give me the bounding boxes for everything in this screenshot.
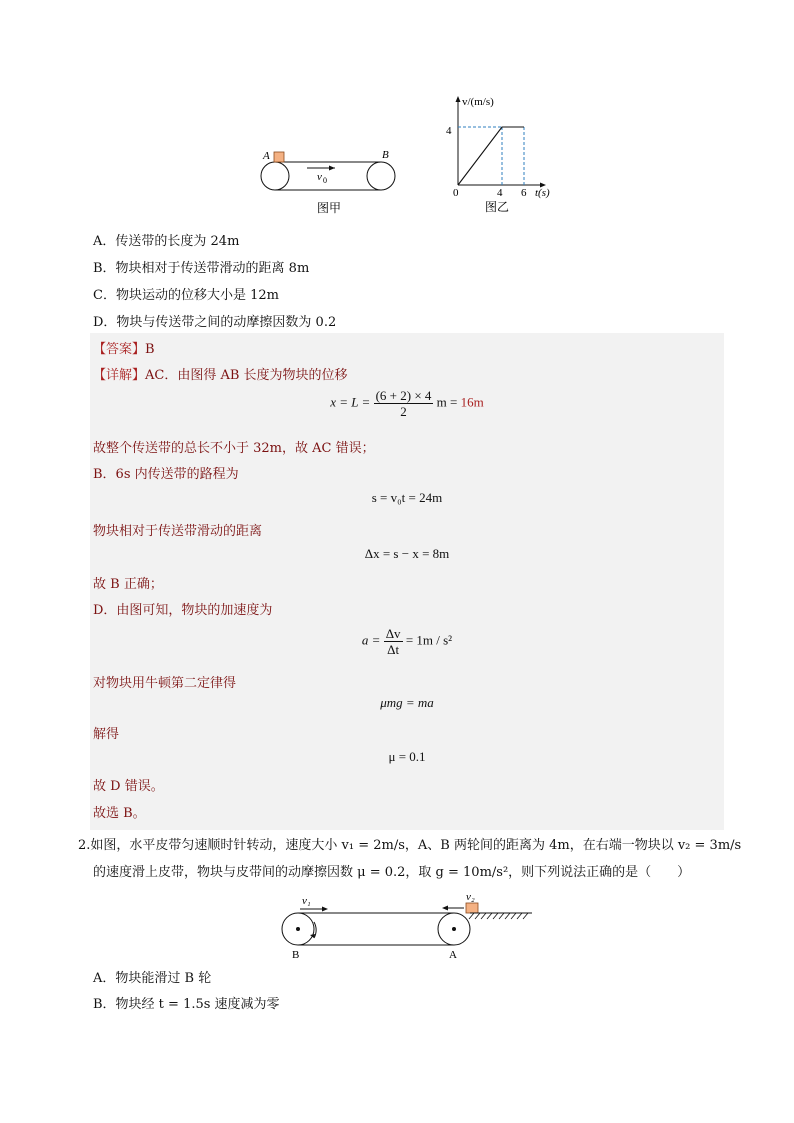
x-tick-0: 0: [453, 187, 459, 199]
block: [274, 152, 284, 162]
eq4-denominator: Δt: [387, 642, 400, 657]
label-b: B: [382, 149, 389, 161]
x-axis-label: t(s): [535, 187, 550, 199]
label-b: B: [292, 949, 300, 961]
label-v0: v: [317, 171, 322, 183]
option-b: B．物块相对于传送带滑动的距离 8m: [93, 261, 310, 276]
x-tick-6: 6: [521, 187, 527, 199]
pulley-b-center: [296, 927, 300, 931]
pulley-a-center: [452, 927, 456, 931]
vt-graph-yi: [440, 92, 560, 217]
label-a: A: [263, 150, 270, 162]
detail-line-8: 解得: [93, 727, 120, 742]
hatch-mark: [499, 913, 504, 919]
right-pulley: [367, 162, 395, 190]
label-v2: v₂: [466, 892, 475, 903]
hatch-mark: [523, 913, 528, 919]
eq4-fraction: [384, 626, 403, 657]
detail-line-3: B．6s 内传送带的路程为: [93, 467, 239, 482]
hatch-mark: [517, 913, 522, 919]
detail-intro: AC．由图得 AB 长度为物块的位移: [145, 368, 348, 383]
eq4-right: = 1m / s²: [405, 632, 453, 648]
hatch-mark: [487, 913, 492, 919]
detail-tag: 【详解】: [93, 368, 146, 383]
q2-option-a: A．物块能滑过 B 轮: [93, 971, 212, 986]
caption-yi: 图乙: [485, 200, 510, 214]
equation-2: s = v₀t = 24m: [371, 490, 443, 505]
detail-line-2: 故整个传送带的总长不小于 32m，故 AC 错误；: [93, 441, 375, 456]
answer-line: [93, 338, 155, 357]
label-v1: v₁: [302, 895, 311, 907]
equation-3: Δx = s − x = 8m: [364, 546, 450, 561]
q2-block: [466, 903, 478, 913]
ground-hatching: [469, 913, 528, 919]
eq1-result: 16m: [460, 394, 484, 410]
equation-5: μmg = ma: [380, 695, 434, 710]
v1-arrow-head: [322, 907, 328, 912]
v0-arrow-head: [329, 166, 335, 171]
left-pulley: [261, 162, 289, 190]
detail-line-4: 物块相对于传送带滑动的距离: [93, 524, 263, 539]
detail-line-10: 故选 B。: [93, 806, 146, 821]
eq1-fraction: [374, 388, 434, 419]
caption-jia: 图甲: [317, 201, 342, 215]
q2-option-b: B．物块经 t = 1.5s 速度减为零: [93, 997, 280, 1012]
y-axis-label: v/(m/s): [462, 96, 494, 108]
y-tick-4: 4: [446, 125, 452, 137]
detail-line-6: D．由图可知，物块的加速度为: [93, 603, 273, 618]
v2-arrow-head: [442, 906, 448, 911]
option-a: A．传送带的长度为 24m: [93, 234, 240, 249]
eq4-left: a =: [361, 632, 381, 648]
eq1-unit: m =: [436, 394, 458, 410]
q2-text-line-2: 的速度滑上皮带，物块与皮带间的动摩擦因数 μ = 0.2，取 g = 10m/s²，则下列说法正确的是（ ）: [93, 865, 691, 880]
eq1-numerator: (6 + 2) × 4: [375, 388, 432, 403]
label-v0-sub: 0: [323, 176, 327, 185]
conveyor-figure-jia: [255, 143, 405, 218]
answer-value: B: [145, 342, 155, 357]
q2-text-line-1: 2.如图，水平皮带匀速顺时针转动，速度大小 v₁ = 2m/s，A、B 两轮间的距离为 4m，在右端一物块以 v₂ = 3m/s: [78, 838, 742, 853]
hatch-mark: [505, 913, 510, 919]
detail-line-9: 故 D 错误。: [93, 779, 164, 794]
hatch-mark: [493, 913, 498, 919]
detail-intro-line: [93, 364, 348, 383]
equation-4: [90, 626, 724, 657]
x-tick-4: 4: [497, 187, 503, 199]
option-c: C．物块运动的位移大小是 12m: [93, 288, 279, 303]
guide-lines: [458, 127, 524, 185]
detail-line-7: 对物块用牛顿第二定律得: [93, 676, 237, 691]
hatch-mark: [475, 913, 480, 919]
velocity-line: [458, 127, 524, 185]
label-a: A: [449, 949, 457, 961]
answer-tag: 【答案】: [93, 342, 146, 357]
hatch-mark: [511, 913, 516, 919]
eq1-denominator: 2: [400, 404, 407, 419]
hatch-mark: [469, 913, 474, 919]
option-d: D．物块与传送带之间的动摩擦因数为 0.2: [93, 315, 337, 330]
detail-line-5: 故 B 正确；: [93, 577, 163, 592]
q2-conveyor-figure: [278, 892, 534, 962]
eq1-left: x = L =: [330, 394, 371, 410]
eq4-numerator: Δv: [385, 626, 401, 641]
hatch-mark: [481, 913, 486, 919]
equation-6: μ = 0.1: [388, 749, 426, 764]
y-axis-arrow: [456, 96, 461, 102]
equation-1: [90, 388, 724, 419]
